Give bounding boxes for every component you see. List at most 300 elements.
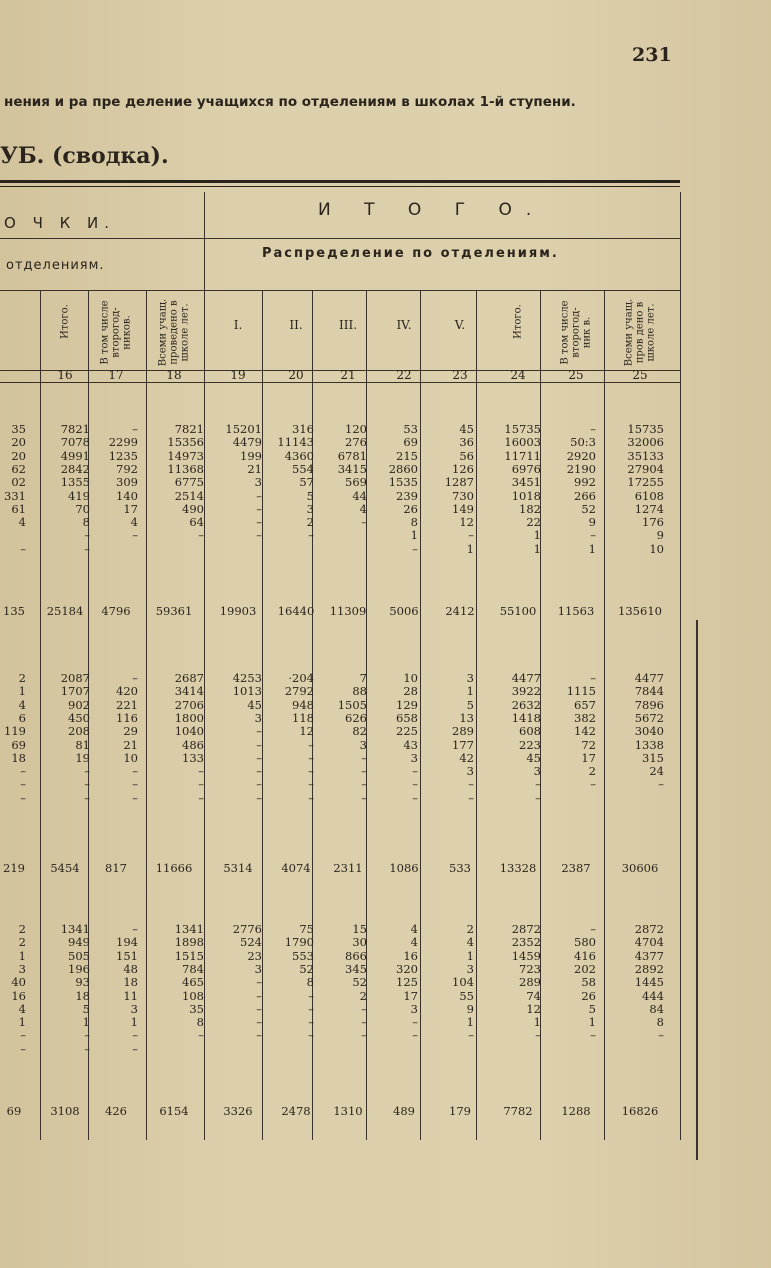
table-cell: 2 <box>588 764 596 779</box>
table-cell: 1341 <box>174 922 204 936</box>
table-cell: 486 <box>182 737 204 752</box>
table-cell: 53 <box>403 422 418 436</box>
table-cell: – <box>412 1015 418 1030</box>
table-cell: 4377 <box>634 948 664 963</box>
table-cell: – <box>256 1028 262 1043</box>
table-cell: 21 <box>247 461 262 476</box>
column-number: 18 <box>166 368 182 382</box>
top-rule-thin <box>0 186 680 187</box>
table-cell: 2 <box>306 515 314 530</box>
table-cell: 2 <box>359 988 367 1003</box>
table-cell: – <box>535 777 541 792</box>
table-cell: 3 <box>410 1001 418 1016</box>
table-cell: – <box>20 764 26 779</box>
table-cell: 6 <box>18 710 26 725</box>
table-cell: 7 <box>359 671 367 685</box>
table-cell: 23 <box>247 948 262 963</box>
total-cell: 6154 <box>159 1104 189 1118</box>
table-cell: 119 <box>4 724 26 739</box>
column-number: 21 <box>340 368 356 382</box>
table-cell: 12 <box>299 724 314 739</box>
table-cell: 93 <box>75 975 90 990</box>
table-cell: 4 <box>466 935 474 950</box>
table-cell: 26 <box>403 501 418 516</box>
total-cell: 4796 <box>101 604 131 618</box>
column-number: 20 <box>288 368 304 382</box>
table-cell: 4477 <box>511 671 541 685</box>
table-cell: – <box>361 777 367 792</box>
table-cell: 3 <box>466 671 474 685</box>
table-cell: 553 <box>292 948 314 963</box>
table-cell: 1535 <box>388 475 418 490</box>
table-cell: 24 <box>649 764 664 779</box>
table-cell: 18 <box>11 750 26 765</box>
table-cell: 221 <box>116 697 138 712</box>
table-cell: – <box>590 922 596 936</box>
column-header: I. <box>233 318 243 332</box>
table-cell: 1 <box>588 1015 596 1030</box>
table-cell: 6108 <box>634 488 664 503</box>
table-cell: 26 <box>581 988 596 1003</box>
table-cell: – <box>20 777 26 792</box>
total-cell: 1310 <box>333 1104 363 1118</box>
table-cell: 3414 <box>174 684 204 699</box>
table-cell: 11 <box>123 988 138 1003</box>
table-cell: 5 <box>82 1001 90 1016</box>
column-number: 19 <box>230 368 246 382</box>
table-cell: 81 <box>75 737 90 752</box>
table-cell: 9 <box>466 1001 474 1016</box>
table-cell: 2 <box>18 922 26 936</box>
table-cell: 8 <box>410 515 418 530</box>
table-cell: 416 <box>574 948 596 963</box>
table-cell: 17 <box>403 988 418 1003</box>
table-cell: 419 <box>68 488 90 503</box>
table-cell: – <box>468 528 474 543</box>
table-cell: – <box>198 528 204 543</box>
table-cell: – <box>198 777 204 792</box>
table-cell: 3 <box>466 764 474 779</box>
table-cell: 1459 <box>511 948 541 963</box>
table-cell: 10 <box>123 750 138 765</box>
total-cell: 3326 <box>223 1104 253 1118</box>
table-cell: 580 <box>574 935 596 950</box>
table-cell: – <box>256 488 262 503</box>
table-cell: – <box>256 790 262 805</box>
table-cell: – <box>256 975 262 990</box>
table-cell: – <box>84 777 90 792</box>
table-cell: – <box>84 790 90 805</box>
total-cell: 69 <box>6 1104 22 1118</box>
table-cell: 199 <box>240 448 262 463</box>
table-cell: 2860 <box>388 461 418 476</box>
table-cell: 17255 <box>627 475 664 490</box>
column-header: Всеми учащ. проведено в школе лет. <box>157 298 191 367</box>
table-cell: 17 <box>123 501 138 516</box>
table-cell: 125 <box>396 975 418 990</box>
table-cell: 2 <box>18 671 26 685</box>
table-cell: 1445 <box>634 975 664 990</box>
table-cell: 3 <box>254 475 262 490</box>
table-cell: 3 <box>130 1001 138 1016</box>
table-cell: 2632 <box>511 697 541 712</box>
table-cell: 12 <box>459 515 474 530</box>
table-cell: – <box>256 777 262 792</box>
table-cell: 116 <box>116 710 138 725</box>
table-cell: 16003 <box>504 435 541 450</box>
table-cell: 10 <box>649 541 664 556</box>
table-cell: 1 <box>82 1015 90 1030</box>
table-cell: 32006 <box>627 435 664 450</box>
table-cell: – <box>308 790 314 805</box>
page-number: 231 <box>632 44 672 66</box>
table-cell: 2 <box>18 935 26 950</box>
table-cell: 1018 <box>511 488 541 503</box>
table-cell: – <box>590 528 596 543</box>
table-cell: 1 <box>466 948 474 963</box>
table-cell: 4 <box>359 501 367 516</box>
table-cell: ·204 <box>288 671 314 685</box>
table-cell: 13 <box>459 710 474 725</box>
table-cell: – <box>132 422 138 436</box>
table-cell: – <box>361 790 367 805</box>
table-cell: 7821 <box>60 422 90 436</box>
table-cell: – <box>84 764 90 779</box>
total-cell: 11666 <box>155 861 193 875</box>
column-header: В том числе второгод- ников. <box>99 300 133 365</box>
table-cell: 88 <box>352 684 367 699</box>
table-cell: 1 <box>410 528 418 543</box>
table-cell: 27904 <box>627 461 664 476</box>
table-cell: – <box>308 1001 314 1016</box>
column-rule <box>204 192 205 1140</box>
table-cell: – <box>590 1028 596 1043</box>
table-cell: 108 <box>182 988 204 1003</box>
table-cell: 4 <box>18 1001 26 1016</box>
column-rule <box>420 290 421 1140</box>
total-cell: 5314 <box>223 861 253 875</box>
table-cell: 1 <box>130 1015 138 1030</box>
table-cell: 4360 <box>284 448 314 463</box>
table-cell: – <box>132 528 138 543</box>
table-cell: 382 <box>574 710 596 725</box>
table-cell: 5 <box>466 697 474 712</box>
table-cell: – <box>84 1028 90 1043</box>
total-cell: 3108 <box>50 1104 80 1118</box>
table-cell: 1418 <box>511 710 541 725</box>
table-cell: 444 <box>642 988 664 1003</box>
table-cell: 208 <box>68 724 90 739</box>
table-cell: 82 <box>352 724 367 739</box>
total-cell: 59361 <box>155 604 193 618</box>
table-cell: 866 <box>345 948 367 963</box>
total-cell: 5006 <box>389 604 419 618</box>
table-cell: 17 <box>581 750 596 765</box>
table-cell: 22 <box>526 515 541 530</box>
table-cell: 2776 <box>232 922 262 936</box>
table-cell: 104 <box>452 975 474 990</box>
table-cell: 316 <box>292 422 314 436</box>
table-cell: 2872 <box>634 922 664 936</box>
table-cell: 84 <box>649 1001 664 1016</box>
left-subgroup-header: отделениям. <box>6 258 105 273</box>
table-cell: 608 <box>519 724 541 739</box>
table-cell: 3 <box>254 961 262 976</box>
table-cell: 902 <box>68 697 90 712</box>
table-cell: 69 <box>403 435 418 450</box>
total-cell: 16826 <box>621 1104 659 1118</box>
table-cell: – <box>412 764 418 779</box>
table-cell: 4 <box>18 515 26 530</box>
table-cell: 1505 <box>337 697 367 712</box>
table-cell: 309 <box>116 475 138 490</box>
table-cell: 345 <box>345 961 367 976</box>
column-header: Всеми учащ. пров дено в школе лет. <box>623 298 657 367</box>
table-cell: – <box>256 1015 262 1030</box>
table-cell: 7821 <box>174 422 204 436</box>
table-cell: – <box>361 764 367 779</box>
table-cell: – <box>412 1028 418 1043</box>
table-cell: 28 <box>403 684 418 699</box>
table-cell: 69 <box>11 737 26 752</box>
table-cell: – <box>20 1028 26 1043</box>
table-cell: 29 <box>123 724 138 739</box>
table-cell: – <box>658 1028 664 1043</box>
table-cell: 3 <box>306 501 314 516</box>
total-cell: 7782 <box>503 1104 533 1118</box>
table-cell: 1355 <box>60 475 90 490</box>
column-number: 25 <box>632 368 648 382</box>
table-cell: – <box>361 1028 367 1043</box>
table-cell: – <box>256 724 262 739</box>
table-cell: 1 <box>533 541 541 556</box>
header-rule <box>0 382 680 383</box>
table-cell: 3451 <box>511 475 541 490</box>
header-rule <box>0 290 680 291</box>
table-cell: 465 <box>182 975 204 990</box>
table-cell: – <box>308 528 314 543</box>
table-cell: 3 <box>18 961 26 976</box>
total-cell: 2412 <box>445 604 475 618</box>
table-cell: 490 <box>182 501 204 516</box>
table-cell: 202 <box>574 961 596 976</box>
column-number: 25 <box>568 368 584 382</box>
table-cell: – <box>132 1041 138 1056</box>
column-rule <box>476 290 477 1140</box>
table-cell: 9 <box>656 528 664 543</box>
total-cell: 2478 <box>281 1104 311 1118</box>
table-cell: 74 <box>526 988 541 1003</box>
table-cell: 19 <box>75 750 90 765</box>
table-cell: – <box>308 1028 314 1043</box>
table-cell: 14973 <box>167 448 204 463</box>
table-cell: 1515 <box>174 948 204 963</box>
table-cell: 45 <box>526 750 541 765</box>
table-cell: 52 <box>299 961 314 976</box>
total-cell: 13328 <box>499 861 537 875</box>
table-cell: 949 <box>68 935 90 950</box>
table-cell: 225 <box>396 724 418 739</box>
table-cell: 7844 <box>634 684 664 699</box>
table-cell: – <box>198 1028 204 1043</box>
table-cell: 239 <box>396 488 418 503</box>
table-cell: 30 <box>352 935 367 950</box>
table-cell: – <box>308 750 314 765</box>
table-cell: 657 <box>574 697 596 712</box>
table-cell: 3 <box>359 737 367 752</box>
table-cell: 18 <box>123 975 138 990</box>
table-cell: 8 <box>82 515 90 530</box>
column-number: 22 <box>396 368 412 382</box>
table-cell: – <box>412 790 418 805</box>
table-cell: 12 <box>526 1001 541 1016</box>
column-header: IV. <box>396 318 412 332</box>
table-cell: 554 <box>292 461 314 476</box>
table-cell: 5 <box>588 1001 596 1016</box>
table-cell: 45 <box>247 697 262 712</box>
table-cell: 20 <box>11 435 26 450</box>
total-cell: 30606 <box>621 861 659 875</box>
table-cell: 1790 <box>284 935 314 950</box>
table-cell: – <box>361 1001 367 1016</box>
total-cell: 817 <box>105 861 127 875</box>
table-cell: 1013 <box>232 684 262 699</box>
table-cell: 15201 <box>225 422 262 436</box>
total-cell: 1086 <box>389 861 419 875</box>
table-cell: – <box>20 790 26 805</box>
table-cell: 331 <box>4 488 26 503</box>
table-cell: 16 <box>403 948 418 963</box>
total-cell: 135 <box>3 604 25 618</box>
total-cell: 179 <box>449 1104 471 1118</box>
table-cell: – <box>361 515 367 530</box>
table-cell: 4477 <box>634 671 664 685</box>
table-cell: 36 <box>459 435 474 450</box>
column-number: 23 <box>452 368 468 382</box>
table-cell: 215 <box>396 448 418 463</box>
table-cell: – <box>256 1001 262 1016</box>
table-cell: 569 <box>345 475 367 490</box>
table-cell: – <box>308 764 314 779</box>
table-cell: – <box>132 1028 138 1043</box>
total-cell: 533 <box>449 861 471 875</box>
table-cell: 1235 <box>108 448 138 463</box>
table-cell: 02 <box>11 475 26 490</box>
table-cell: – <box>535 790 541 805</box>
table-cell: 149 <box>452 501 474 516</box>
table-cell: – <box>590 777 596 792</box>
table-cell: – <box>535 1028 541 1043</box>
table-cell: 992 <box>574 475 596 490</box>
table-cell: – <box>132 777 138 792</box>
table-cell: 2299 <box>108 435 138 450</box>
table-cell: – <box>256 528 262 543</box>
table-cell: – <box>132 790 138 805</box>
table-cell: 6781 <box>337 448 367 463</box>
table-cell: 15 <box>352 922 367 936</box>
table-cell: – <box>132 922 138 936</box>
table-cell: 1 <box>18 1015 26 1030</box>
table-cell: 52 <box>581 501 596 516</box>
table-cell: 1800 <box>174 710 204 725</box>
table-cell: – <box>84 541 90 556</box>
table-cell: 2892 <box>634 961 664 976</box>
table-cell: 129 <box>396 697 418 712</box>
total-cell: 25184 <box>46 604 84 618</box>
table-cell: 52 <box>352 975 367 990</box>
column-number: 24 <box>510 368 526 382</box>
table-cell: 4 <box>410 935 418 950</box>
table-cell: 11143 <box>277 435 314 450</box>
column-rule <box>696 620 698 1160</box>
table-cell: 21 <box>123 737 138 752</box>
left-group-header: О Ч К И. <box>4 214 116 232</box>
table-cell: – <box>308 1015 314 1030</box>
table-cell: 45 <box>459 422 474 436</box>
table-cell: 9 <box>588 515 596 530</box>
column-rule <box>146 290 147 1140</box>
table-cell: – <box>468 777 474 792</box>
table-cell: 1 <box>18 684 26 699</box>
table-cell: 10 <box>403 671 418 685</box>
table-cell: 15356 <box>167 435 204 450</box>
table-cell: – <box>256 750 262 765</box>
table-cell: 7896 <box>634 697 664 712</box>
table-cell: – <box>658 777 664 792</box>
table-cell: 1 <box>533 528 541 543</box>
table-cell: 75 <box>299 922 314 936</box>
total-cell: 19903 <box>219 604 257 618</box>
table-cell: 315 <box>642 750 664 765</box>
table-cell: 1274 <box>634 501 664 516</box>
total-cell: 1288 <box>561 1104 591 1118</box>
table-cell: 4 <box>410 922 418 936</box>
table-cell: 43 <box>403 737 418 752</box>
right-group-header: И Т О Г О. <box>318 200 546 220</box>
table-cell: 1 <box>466 684 474 699</box>
total-cell: 11309 <box>329 604 367 618</box>
table-cell: 11711 <box>504 448 541 463</box>
table-cell: 1 <box>466 541 474 556</box>
table-cell: 3415 <box>337 461 367 476</box>
table-cell: – <box>20 541 26 556</box>
table-cell: – <box>412 777 418 792</box>
table-cell: – <box>412 541 418 556</box>
table-cell: 4 <box>18 697 26 712</box>
table-cell: 56 <box>459 448 474 463</box>
table-cell: 5672 <box>634 710 664 725</box>
table-cell: – <box>361 750 367 765</box>
table-cell: 1 <box>588 541 596 556</box>
table-cell: 48 <box>123 961 138 976</box>
table-cell: – <box>20 1041 26 1056</box>
table-cell: 3 <box>533 764 541 779</box>
table-cell: 177 <box>452 737 474 752</box>
table-cell: 420 <box>116 684 138 699</box>
table-cell: 126 <box>452 461 474 476</box>
table-cell: 194 <box>116 935 138 950</box>
table-cell: 1287 <box>444 475 474 490</box>
table-cell: – <box>198 764 204 779</box>
table-cell: – <box>590 422 596 436</box>
table-cell: 2 <box>466 922 474 936</box>
table-cell: 196 <box>68 961 90 976</box>
table-cell: 3 <box>410 750 418 765</box>
table-cell: 524 <box>240 935 262 950</box>
column-number: 16 <box>57 368 73 382</box>
table-cell: 4253 <box>232 671 262 685</box>
table-cell: 18 <box>75 988 90 1003</box>
